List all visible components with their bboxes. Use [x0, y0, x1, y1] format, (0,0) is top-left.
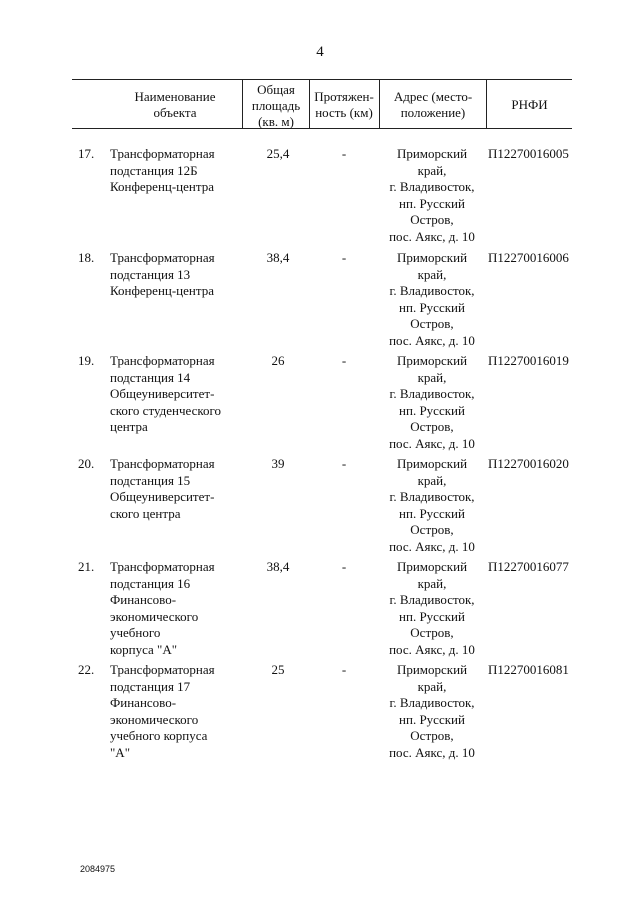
table-top-rule: [72, 79, 572, 80]
rnfi-number: П12270016005: [488, 146, 569, 161]
rnfi-number: П12270016020: [488, 456, 569, 471]
page-number: 4: [316, 44, 324, 60]
object-address: Приморский край, г. Владивосток, нп. Русский Остров, пос. Аякс, д. 10: [389, 662, 475, 760]
object-length: -: [341, 559, 347, 574]
object-name: Трансформаторная подстанция 15 Общеуниверситет- ского центра: [110, 456, 215, 521]
document-code: 2084975: [80, 864, 116, 874]
header-length: Протяжен- ность (км): [314, 89, 374, 120]
table-header-rule: [72, 128, 572, 129]
row-number: 20.: [78, 456, 95, 471]
object-address: Приморский край, г. Владивосток, нп. Русский Остров, пос. Аякс, д. 10: [389, 353, 475, 451]
object-length: -: [341, 456, 347, 471]
object-area: 39: [271, 456, 285, 471]
object-length: -: [341, 146, 347, 161]
header-address: Адрес (место- положение): [393, 89, 473, 120]
object-length: -: [341, 662, 347, 677]
object-name: Трансформаторная подстанция 16 Финансово- экономического учебного корпуса "А": [110, 559, 215, 657]
object-address: Приморский край, г. Владивосток, нп. Русский Остров, пос. Аякс, д. 10: [389, 559, 475, 657]
row-number: 17.: [78, 146, 95, 161]
object-name: Трансформаторная подстанция 12Б Конференц-центра: [110, 146, 215, 194]
object-name: Трансформаторная подстанция 14 Общеуниверситет- ского студенческого центра: [110, 353, 222, 434]
object-area: 25,4: [266, 146, 290, 161]
header-rnfi: РНФИ: [511, 97, 548, 112]
row-number: 21.: [78, 559, 95, 574]
object-area: 26: [271, 353, 285, 368]
object-address: Приморский край, г. Владивосток, нп. Русский Остров, пос. Аякс, д. 10: [389, 456, 475, 554]
object-address: Приморский край, г. Владивосток, нп. Русский Остров, пос. Аякс, д. 10: [389, 146, 475, 244]
rnfi-number: П12270016006: [488, 250, 569, 265]
object-length: -: [341, 250, 347, 265]
object-name: Трансформаторная подстанция 17 Финансово- экономического учебного корпуса "А": [110, 662, 215, 760]
object-name: Трансформаторная подстанция 13 Конференц-центра: [110, 250, 215, 298]
rnfi-number: П12270016081: [488, 662, 569, 677]
header-area: Общая площадь (кв. м): [251, 82, 301, 129]
header-name: Наименование объекта: [134, 89, 216, 120]
object-address: Приморский край, г. Владивосток, нп. Русский Остров, пос. Аякс, д. 10: [389, 250, 475, 348]
rnfi-number: П12270016077: [488, 559, 569, 574]
object-area: 25: [271, 662, 285, 677]
object-area: 38,4: [266, 559, 290, 574]
rnfi-number: П12270016019: [488, 353, 569, 368]
object-area: 38,4: [266, 250, 290, 265]
row-number: 22.: [78, 662, 95, 677]
object-length: -: [341, 353, 347, 368]
row-number: 18.: [78, 250, 95, 265]
row-number: 19.: [78, 353, 95, 368]
